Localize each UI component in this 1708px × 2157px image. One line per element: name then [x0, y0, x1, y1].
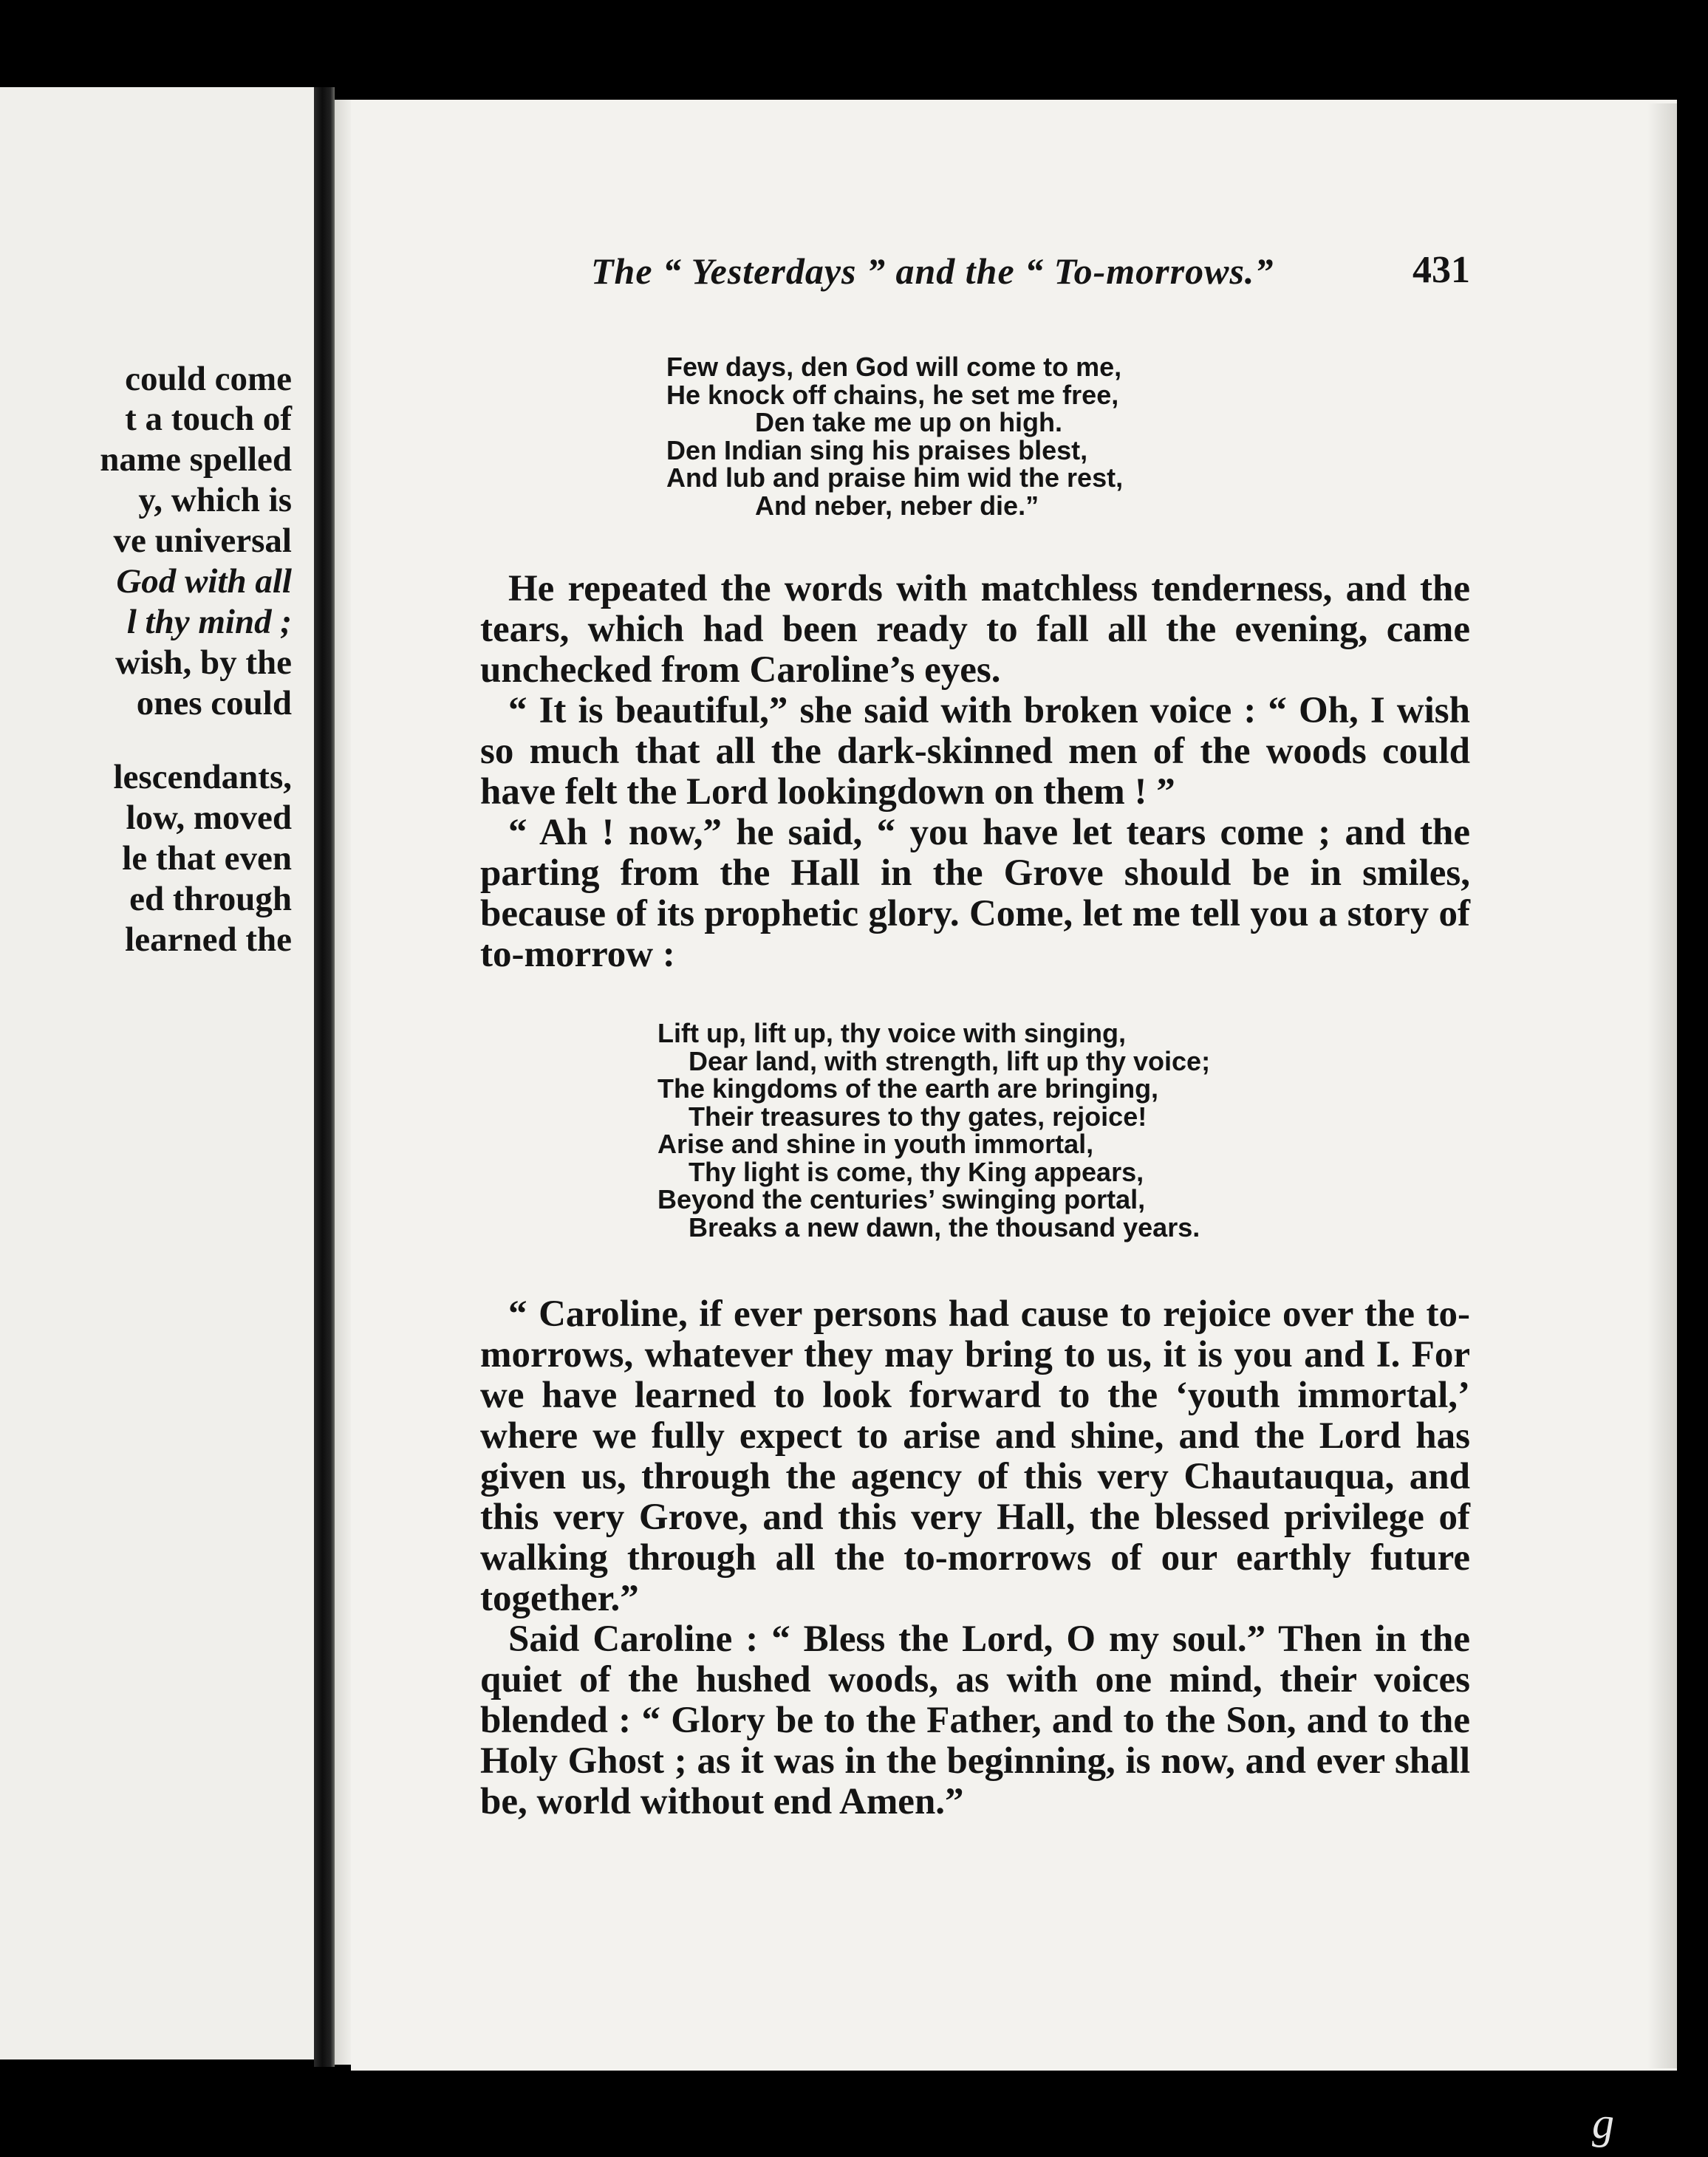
poem-line: And lub and praise him wid the rest,: [666, 462, 1124, 493]
page-number: 431: [1412, 249, 1470, 291]
poem-lift-up: [657, 1019, 1210, 1241]
poem-line: Den Indian sing his praises blest,: [666, 434, 1088, 465]
left-page-line: t a touch of: [125, 400, 292, 438]
left-page-line: wish, by the: [115, 643, 292, 682]
poem-line: Dear land, with strength, lift up thy voice;: [689, 1045, 1211, 1076]
poem-line: He knock off chains, he set me free,: [666, 379, 1119, 410]
left-page-line: could come: [125, 360, 292, 398]
page-fold: [335, 100, 351, 2065]
running-head: The “ Yesterdays ” and the “ To-morrows.”: [591, 250, 1274, 292]
paragraph: Said Caroline : “ Bless the Lord, O my soul.” Then in the quiet of the hushed woods, as with one mind, their voices blended : “ Glory be to the Father, and to the Son, and to the Holy Ghost ; as it was in the beginning, is now, and ever shall be, world without end Amen.”: [480, 1618, 1470, 1822]
page-edge-shadow: [1647, 103, 1677, 2068]
left-page-line: God with all: [116, 562, 292, 601]
poem-line: Arise and shine in youth immortal,: [657, 1129, 1094, 1159]
poem-line: Breaks a new dawn, the thousand years.: [689, 1211, 1200, 1242]
left-page-line: ed through: [129, 880, 292, 918]
corner-mark: g: [1592, 2099, 1614, 2147]
poem-line: Few days, den God will come to me,: [666, 352, 1122, 382]
left-page-line: y, which is: [138, 481, 292, 519]
paragraph: “ Ah ! now,” he said, “ you have let tears come ; and the parting from the Hall in the Grove should be in smiles, because of its prophetic glory. Come, let me tell you a story of to-morrow :: [480, 812, 1470, 975]
paragraph: “ Caroline, if ever persons had cause to rejoice over the to-morrows, whatever they may bring to us, it is you and I. For we have learned to look forward to the ‘youth immortal,’ where we fully expect to arise and shine, and the Lord has given us, through the agency of this very Chautauqua, and this very Grove, and this very Hall, the blessed privilege of walking through all the to-morrows of our earthly future together.”: [480, 1293, 1470, 1619]
poem-indian-hymn: [666, 353, 1123, 519]
prose-block-1: [480, 569, 1470, 975]
prose-block-2: [480, 1294, 1470, 1822]
poem-line: Thy light is come, thy King appears,: [689, 1156, 1144, 1187]
left-page-line: name spelled: [100, 440, 292, 479]
left-page-line: ones could: [136, 684, 292, 722]
poem-line: Beyond the centuries’ swinging portal,: [657, 1184, 1146, 1214]
left-page-line: lescendants,: [113, 758, 292, 796]
paragraph: He repeated the words with matchless tenderness, and the tears, which had been ready to fall all the evening, came unchecked from Caroline’s eyes.: [480, 568, 1470, 691]
left-page-line: ve universal: [113, 522, 292, 560]
poem-line: Den take me up on high.: [755, 407, 1063, 437]
left-page-line: le that even: [122, 839, 292, 878]
left-page-line: l thy mind ;: [126, 603, 292, 641]
poem-line: Lift up, lift up, thy voice with singing,: [657, 1018, 1126, 1048]
paragraph: “ It is beautiful,” she said with broken voice : “ Oh, I wish so much that all the dark-skinned men of the woods could have felt the Lord lookingdown on them ! ”: [480, 690, 1470, 813]
poem-line: Their treasures to thy gates, rejoice!: [689, 1101, 1147, 1132]
poem-line: And neber, neber die.”: [755, 490, 1039, 521]
left-page-line: low, moved: [126, 799, 292, 837]
book-gutter: [314, 87, 335, 2067]
poem-line: The kingdoms of the earth are bringing,: [657, 1073, 1159, 1104]
left-facing-page: [0, 87, 314, 2059]
left-page-line: learned the: [125, 920, 292, 959]
